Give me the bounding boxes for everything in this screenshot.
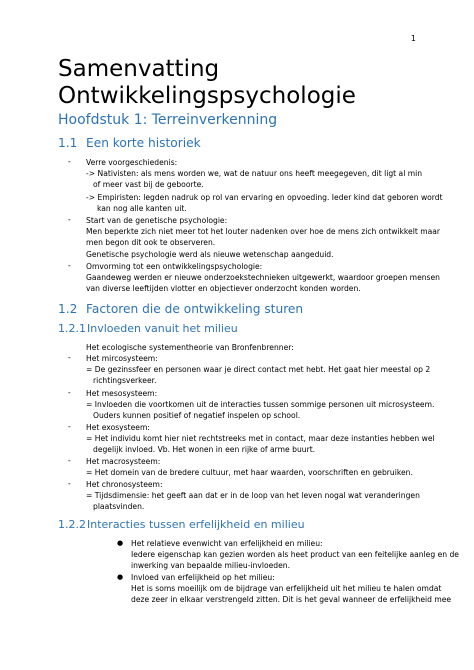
text-line: Men beperkte zich niet meer tot het louter nadenken over hoe de mens zich ontwikkelt maar [86, 227, 441, 236]
text-line: degelijk invloed. Vb. Het wonen in een rijke of arme buurt. [93, 445, 316, 454]
text-line: Het ecologische systementheorie van Bronfenbrenner: [86, 343, 294, 352]
list-item: Verre voorgeschiedenis: [86, 158, 178, 167]
chapter-heading: Hoofdstuk 1: Terreinverkenning [58, 112, 278, 128]
list-item: Het macrosysteem: [86, 457, 161, 466]
text-line: Genetische psychologie werd als nieuwe wetenschap aangeduid. [86, 250, 334, 259]
section-number: 1.2 [58, 302, 78, 316]
page-number: 1 [410, 34, 416, 43]
section-1-2-2-heading [58, 518, 305, 531]
list-dash: - [68, 388, 71, 397]
list-item: Het chronosysteem: [86, 480, 163, 489]
list-bullet: ● [117, 539, 124, 547]
list-item: Invloed van erfelijkheid op het milieu: [131, 573, 275, 582]
title-line-1: Samenvatting [58, 56, 220, 82]
list-dash: - [68, 422, 71, 431]
section-1-2-1-heading [58, 322, 238, 335]
text-line: = Het domein van de bredere cultuur, met haar waarden, voorschriften en gebruiken. [86, 468, 413, 477]
list-dash: - [68, 479, 71, 488]
text-line: inwerking van bepaalde milieu-invloeden. [131, 561, 291, 570]
text-line: = De gezinssfeer en personen waar je direct contact met hebt. Het gaat hier meestal op 2 [86, 365, 431, 374]
list-item: Het exosysteem: [86, 423, 150, 432]
list-item: Omvorming tot een ontwikkelingspsychologie: [86, 262, 263, 271]
list-item: Het relatieve evenwicht van erfelijkheid en milieu: [131, 539, 323, 548]
text-line: Ouders kunnen positief of negatief inspelen op school. [93, 411, 301, 420]
list-item: Het mircosysteem: [86, 354, 158, 363]
text-line: deze zeer in elkaar verstrengeld zitten. Dit is het geval wanneer de erfelijkheid mee [131, 595, 452, 604]
section-1-2-heading [58, 302, 303, 316]
text-line: van diverse leeftijden vlotter en objectiever onderzocht konden worden. [86, 284, 361, 293]
section-title: Een korte historiek [86, 136, 201, 150]
text-line: = Tijdsdimensie: het geeft aan dat er in de loop van het leven nogal wat veranderingen [86, 491, 420, 500]
list-dash: - [68, 456, 71, 465]
section-1-1-heading [58, 136, 201, 150]
text-line: -> Nativisten: als mens worden we, wat de natuur ons heeft meegegeven, dit ligt al min [86, 169, 423, 178]
text-line: = Invloeden die voortkomen uit de interacties tussen sommige personen uit microsysteem. [86, 400, 435, 409]
list-dash: - [68, 157, 71, 166]
section-number: 1.2.2 [58, 518, 86, 531]
text-line: of meer vast bij de geboorte. [93, 180, 204, 189]
list-item: Start van de genetische psychologie: [86, 216, 228, 225]
list-bullet: ● [117, 573, 124, 581]
list-dash: - [68, 261, 71, 270]
list-dash: - [68, 353, 71, 362]
text-line: Iedere eigenschap kan gezien worden als heet product van een feitelijke aanleg en de [131, 550, 459, 559]
text-line: Gaandeweg werden er nieuwe onderzoekstechnieken uitgewerkt, waardoor groepen mensen [86, 273, 440, 282]
title-line-2: Ontwikkelingspsychologie [58, 83, 356, 109]
text-line: kan nog alle kanten uit. [97, 204, 187, 213]
text-line: richtingsverkeer. [93, 376, 157, 385]
document-title [58, 56, 356, 110]
text-line: -> Empiristen: legden nadruk op rol van ervaring en opvoeding. Ieder kind dat geboren wordt [86, 193, 443, 202]
text-line: Het is soms moeilijk om de bijdrage van erfelijkheid uit het milieu te halen omdat [131, 584, 442, 593]
text-line: = Het individu komt hier niet rechtstreeks met in contact, maar deze instanties hebben wel [86, 434, 435, 443]
list-dash: - [68, 215, 71, 224]
list-item: Het mesosysteem: [86, 389, 158, 398]
section-number: 1.1 [58, 136, 78, 150]
text-line: men begon dit ook te observeren. [86, 238, 216, 247]
section-title: Invloeden vanuit het milieu [87, 322, 238, 335]
section-number: 1.2.1 [58, 322, 86, 335]
text-line: plaatsvinden. [93, 502, 145, 511]
section-title: Factoren die de ontwikkeling sturen [86, 302, 304, 316]
section-title: Interacties tussen erfelijkheid en milieu [87, 518, 305, 531]
